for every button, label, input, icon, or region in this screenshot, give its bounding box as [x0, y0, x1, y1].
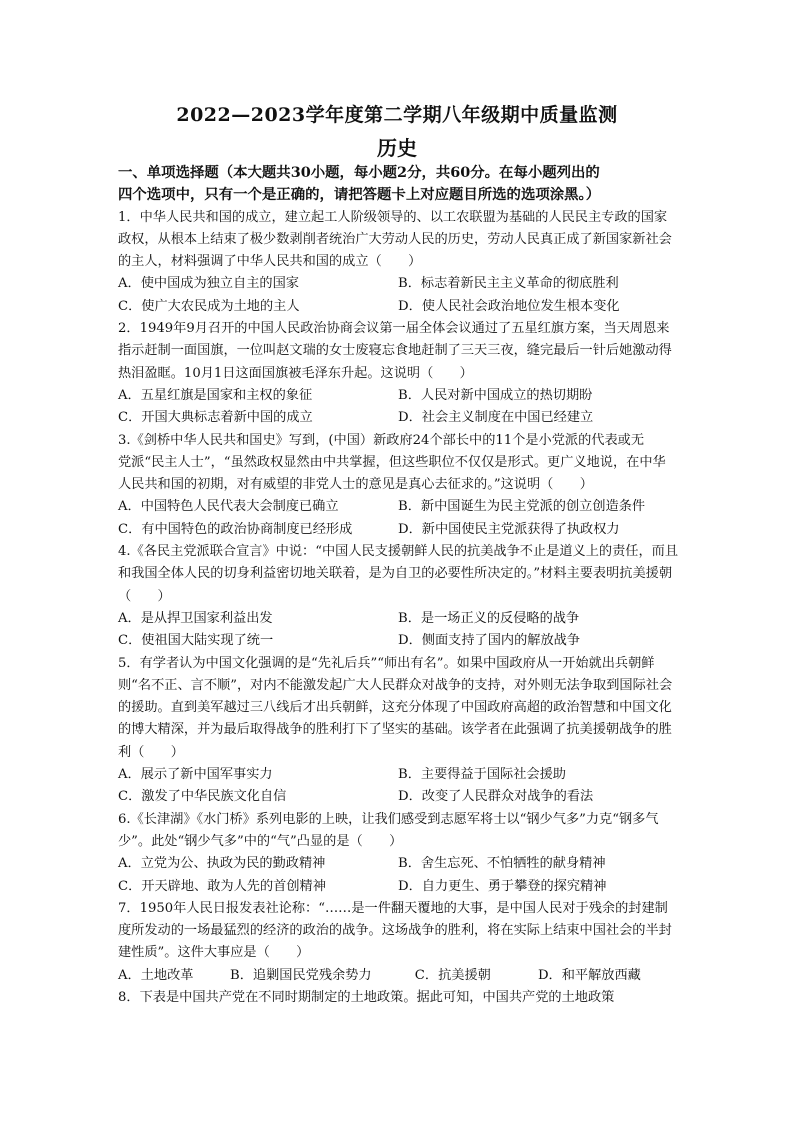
question-1-options-row-1 [118, 273, 678, 295]
question-7-stem: 7．1950年人民日报发表社论称：“……是一件翻天覆地的大事，是中国人民对于残余的封建制度所发动的一场最猛烈的经济的政治的战争。这场战争的胜利，将在实际上结束中国社会的半封建性质”。这件大事应是（ ） [118, 900, 672, 961]
question-4-stem: 4.《各民主党派联合宣言》中说：“中国人民支援朝鲜人民的抗美战争不止是道义上的责任，而且和我国全体人民的切身利益密切地关联着，是为自卫的必要性所决定的。”材料主要表明抗美援朝（ ） [118, 544, 679, 604]
question-7-option-c: C．抗美援朝 [414, 967, 491, 983]
question-4-option-d: D．侧面支持了国内的解放战争 [398, 633, 581, 649]
question-1-option-c: C．使广大农民成为土地的主人 [118, 298, 300, 314]
question-6-option-a: A．立党为公、执政为民的勤政精神 [118, 856, 326, 872]
question-7-option-b: B．追剿国民党残余势力 [230, 967, 372, 983]
question-5-stem: 5．有学者认为中国文化强调的是“先礼后兵”“师出有名”。如果中国政府从一开始就出兵朝鲜则“名不正、言不顺”，对内不能激发起广大人民群众对战争的支持，对外则无法争取到国际社会的援助。直到美军越过三八线后才出兵朝鲜，这充分体现了中国政府高超的政治智慧和中国文化的博大精深，并为最后取得战争的胜利打下了坚实的基础。该学者在此强调了抗美援朝战争的胜利（ ） [118, 655, 673, 760]
question-6-option-b: B．舍生忘死、不怕牺牲的献身精神 [398, 856, 606, 872]
question-3-stem: 3.《剑桥中华人民共和国史》写到，(中国）新政府24个部长中的11个是小党派的代表或无 [118, 432, 645, 448]
question-2-options-row-1 [118, 385, 678, 407]
question-6-stem: 6.《长津湖》《水门桥》系列电影的上映，让我们感受到志愿军将士以“钢少气多”力克“钢多气少”。此处“钢少气多”中的“气”凸显的是（ ） [118, 811, 659, 849]
question-2-option-a: A．五星红旗是国家和主权的象征 [118, 387, 313, 403]
subject-title: 历史 [377, 136, 417, 160]
question-3-option-c: C．有中国特色的政治协商制度已经形成 [118, 521, 353, 537]
section-heading-line-2: 四个选项中，只有一个是正确的，请把答题卡上对应题目所选的选项涂黑。） [118, 186, 601, 204]
question-3-options-row-2 [118, 519, 678, 541]
question-4-option-c: C．使祖国大陆实现了统一 [118, 633, 274, 649]
question-2-options-row-2 [118, 407, 678, 429]
exam-title: 2022—2023学年度第二学期八年级期中质量监测 [176, 104, 618, 126]
question-6-option-d: D．自力更生、勇于攀登的探究精神 [398, 878, 607, 894]
question-2-option-d: D．社会主义制度在中国已经建立 [398, 410, 594, 426]
question-2-stem: 2．1949年9月召开的中国人民政治协商会议第一届全体会议通过了五星红旗方案，当天周恩来指示赶制一面国旗，一位叫赵文瑞的女士废寝忘食地赶制了三天三夜，缝完最后一针后她激动得热泪盈眶。10月1日这面国旗被毛泽东升起。这说明（ ） [118, 321, 672, 381]
section-heading [118, 162, 678, 207]
question-6-option-c: C．开天辟地、敢为人先的首创精神 [118, 878, 326, 894]
question-5-options-row-2 [118, 786, 678, 808]
question-4-option-b: B．是一场正义的反侵略的战争 [398, 610, 580, 626]
question-5-option-d: D．改变了人民群众对战争的看法 [398, 789, 594, 805]
section-heading-line-1: 一、单项选择题（本大题共30小题，每小题2分，共60分。在每小题列出的 [118, 164, 600, 181]
question-3-option-d: D．新中国使民主党派获得了执政权力 [398, 521, 620, 537]
question-1-stem: 1．中华人民共和国的成立，建立起工人阶级领导的、以工农联盟为基础的人民民主专政的国家政权，从根本上结束了极少数剥削者统治广大劳动人民的历史，劳动人民真正成了新国家新社会的主人，材料强调了中华人民共和国的成立（ ） [118, 209, 672, 270]
question-4-options-row-1 [118, 608, 678, 630]
question-6-options-row-1 [118, 853, 678, 875]
question-5-option-c: C．激发了中华民族文化自信 [118, 789, 287, 805]
question-3-option-a: A．中国特色人民代表大会制度已确立 [118, 499, 339, 515]
question-1-option-d: D．使人民社会政治地位发生根本变化 [398, 298, 620, 314]
question-2-option-b: B．人民对新中国成立的热切期盼 [398, 387, 593, 403]
question-5-option-a: A．展示了新中国军事实力 [118, 767, 273, 783]
question-7-option-a: A．土地改革 [118, 967, 194, 983]
question-3-stem-continued: 党派“民主人士”，“虽然政权显然由中共掌握，但这些职位不仅仅是形式。更广义地说，在中华人民共和国的初期，对有威望的非党人士的意见是真心去征求的。”这说明（ ） [118, 454, 666, 493]
question-content [118, 162, 678, 1009]
question-8-stem: 8．下表是中国共产党在不同时期制定的土地政策。据此可知，中国共产党的土地政策 [118, 989, 615, 1005]
question-2-option-c: C．开国大典标志着新中国的成立 [118, 410, 313, 426]
question-4-options-row-2 [118, 630, 678, 652]
question-4-option-a: A．是从捍卫国家利益出发 [118, 610, 273, 626]
question-5-option-b: B．主要得益于国际社会援助 [398, 767, 566, 783]
question-3-options-row-1 [118, 496, 678, 518]
question-1-options-row-2 [118, 296, 678, 318]
question-3-option-b: B．新中国诞生为民主党派的创立创造条件 [398, 499, 646, 515]
question-7-option-d: D．和平解放西藏 [537, 967, 641, 983]
question-6-options-row-2 [118, 876, 678, 898]
question-1-option-a: A．使中国成为独立自主的国家 [118, 276, 299, 292]
question-1-option-b: B．标志着新民主主义革命的彻底胜利 [398, 276, 619, 292]
question-7-options-row [118, 965, 678, 987]
question-5-options-row-1 [118, 764, 678, 786]
